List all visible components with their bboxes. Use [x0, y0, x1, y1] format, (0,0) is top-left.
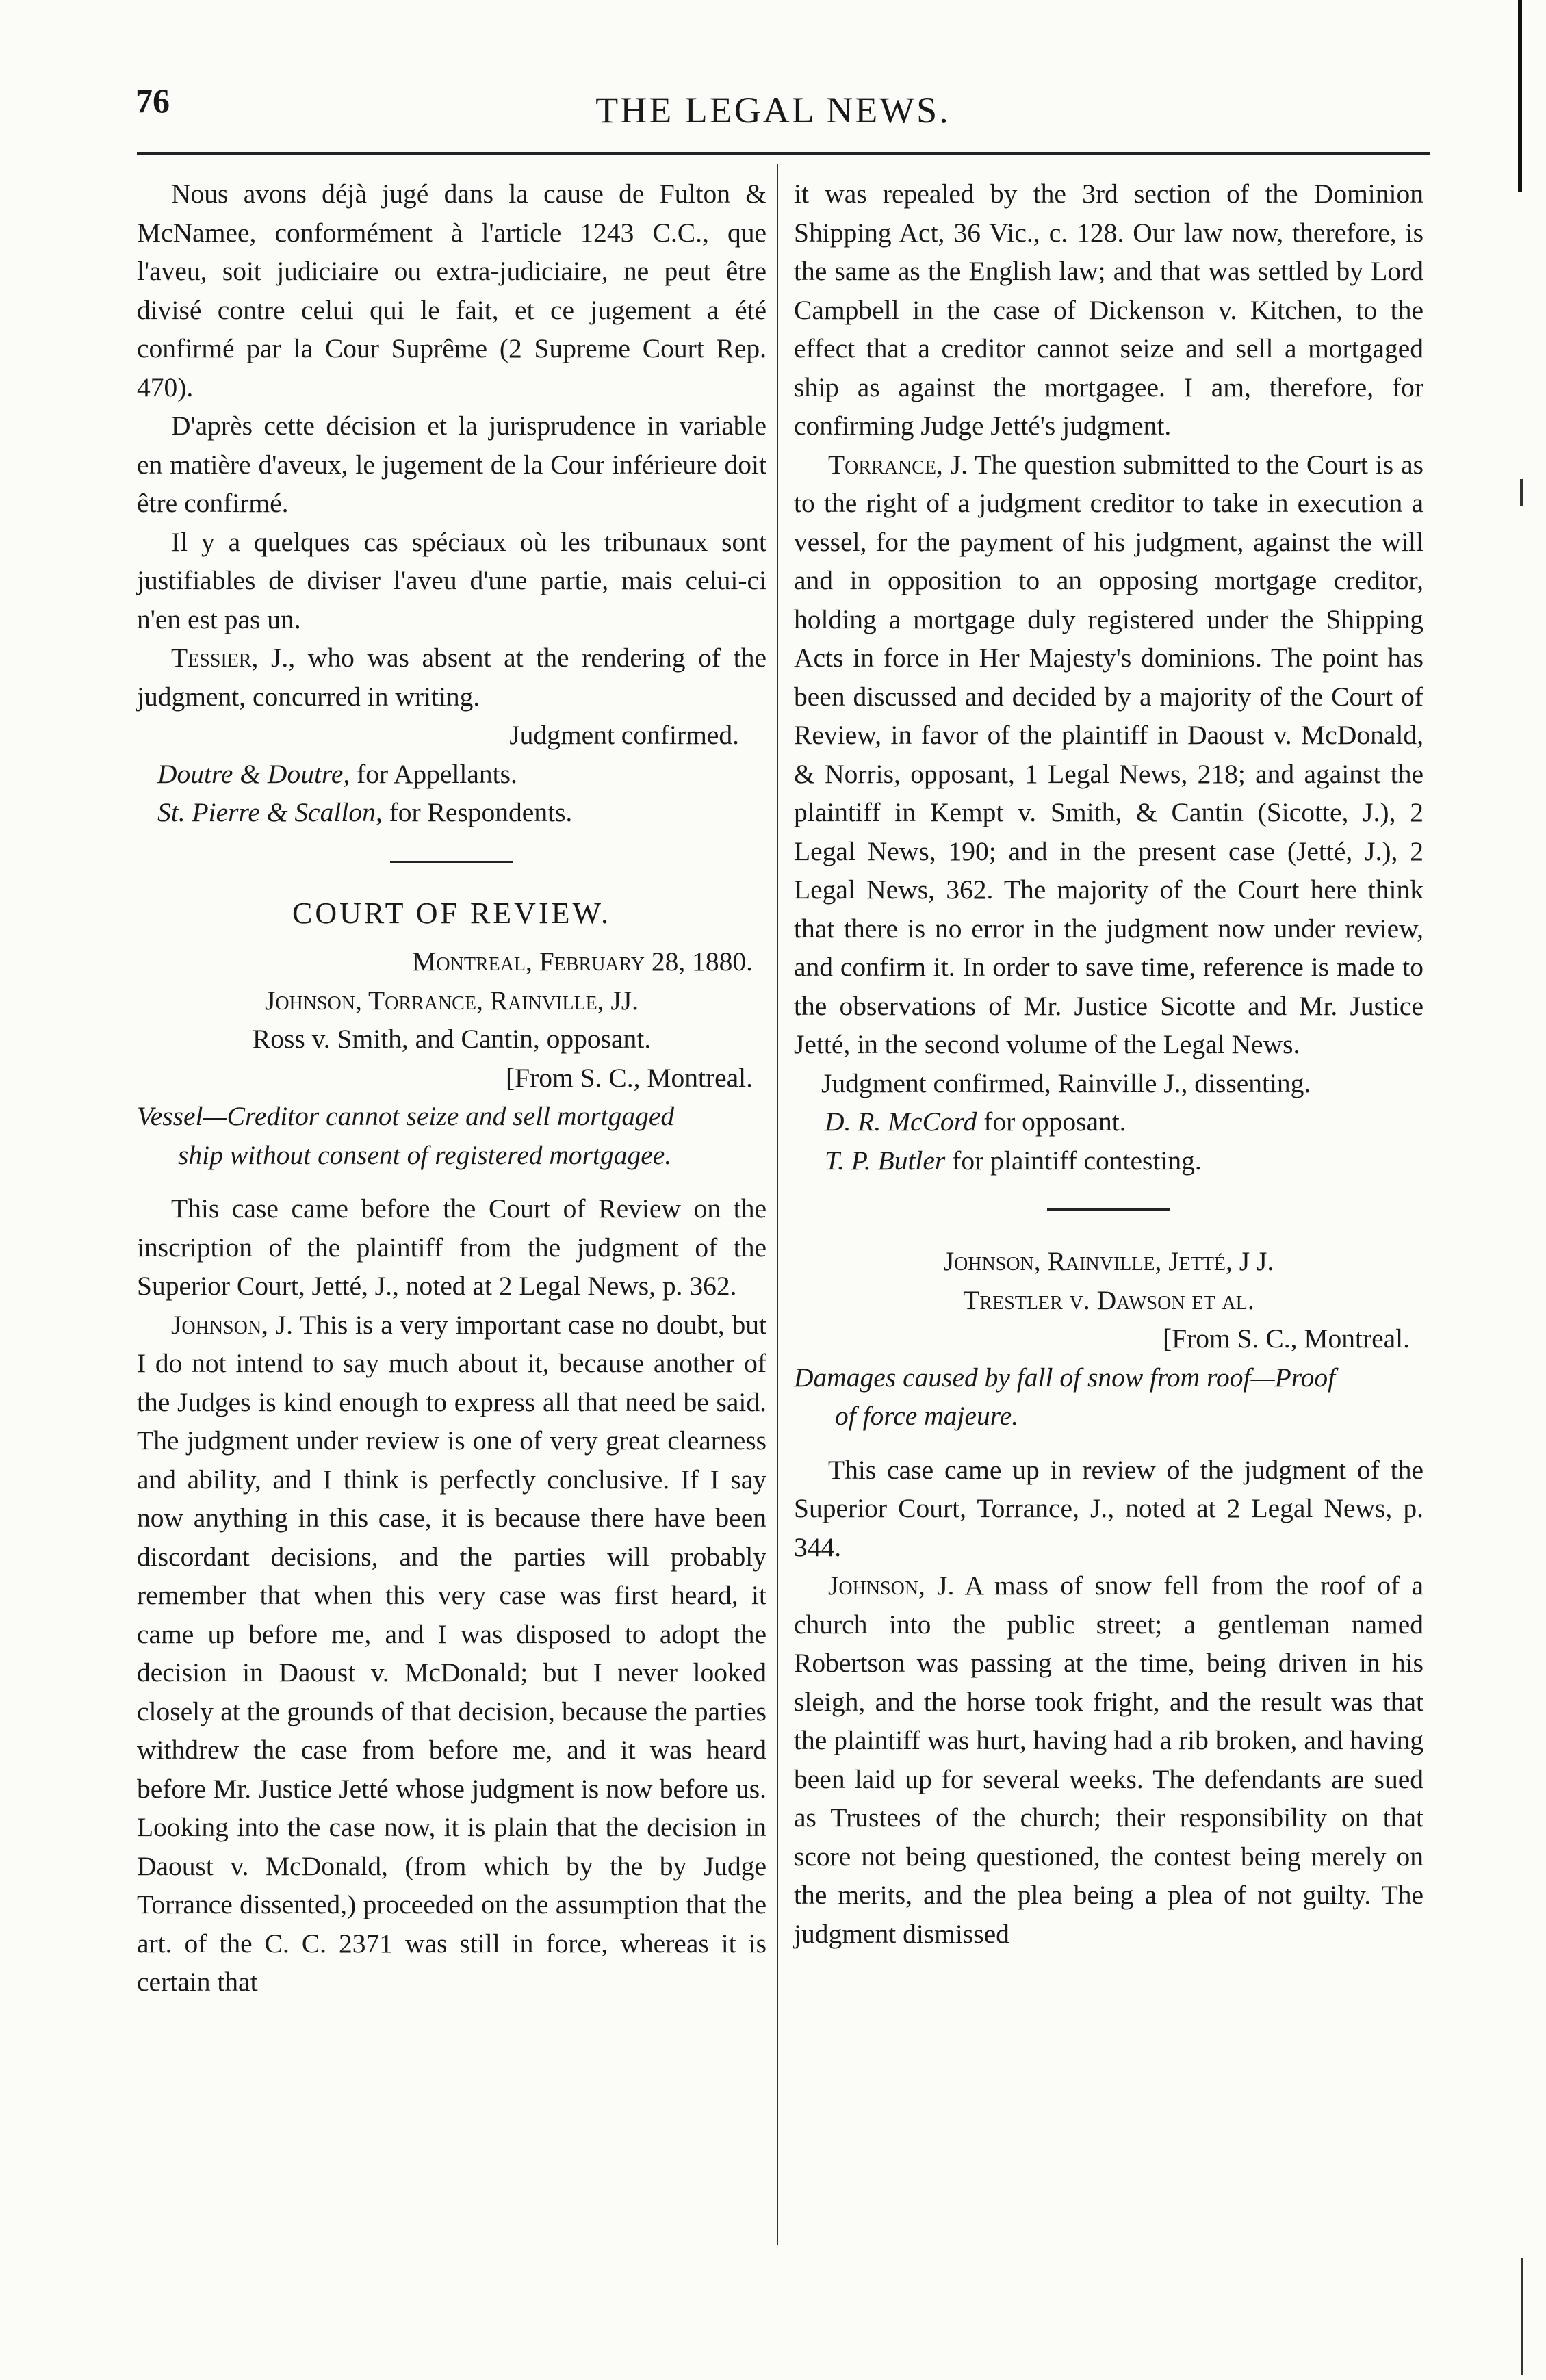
paragraph: Nous avons déjà jugé dans la cause de Fulton & McNamee, conformément à l'article 1243 C.C., que l'aveu, soit judiciaire ou extra-judiciaire, ne peut être divisé contre celui qui le fait, et ce jugement a été confirmé par la Cour Suprême (2 Supreme Court Rep. 470). [137, 179, 766, 402]
paragraph [137, 1306, 766, 2002]
headnote-line: of force majeure. [835, 1401, 1019, 1431]
counsel-firm: Doutre & Doutre, [157, 758, 350, 789]
case-parties: Ross v. Smith, and Cantin, opposant. [252, 1024, 652, 1054]
counsel-name: D. R. McCord [825, 1107, 977, 1137]
judge-name: Tessier, J., [171, 643, 296, 673]
headnote [794, 1358, 1423, 1436]
judge-name: Johnson, J. [171, 1309, 293, 1340]
paragraph-text: who was absent at the rendering of the judgment, concurred in writing. [137, 643, 766, 712]
case-judges: Johnson, Rainville, Jetté, J J. [943, 1246, 1274, 1276]
running-head: THE LEGAL NEWS. [595, 90, 951, 131]
paragraph: This case came before the Court of Review on the inscription of the plaintiff from the judgment of the Superior Court, Jetté, J., noted at 2 Legal News, p. 362. [137, 1193, 766, 1301]
counsel-role: for opposant. [977, 1107, 1126, 1137]
case-judges: Johnson, Torrance, Rainville, JJ. [264, 985, 639, 1016]
headnote [137, 1097, 766, 1174]
paragraph: it was repealed by the 3rd section of the Dominion Shipping Act, 36 Vic., c. 128. Our law now, therefore, is the same as the English law; and that was settled by Lord Campbell in the case of Dickenson v. Kitchen, to the effect that a creditor cannot seize and sell a mortgaged ship as against the mortgagee. I am, therefore, for confirming Judge Jetté's judgment. [794, 179, 1423, 441]
counsel-role: for Respondents. [382, 797, 573, 827]
headnote-line: ship without consent of registered mortgagee. [178, 1139, 672, 1170]
page-number: 76 [136, 81, 170, 120]
counsel-firm: St. Pierre & Scallon, [157, 797, 383, 827]
counsel-role: for plaintiff contesting. [945, 1145, 1202, 1176]
section-separator [1047, 1208, 1170, 1211]
edge-mark [1520, 479, 1523, 506]
edge-mark [1521, 2258, 1523, 2375]
case-origin: [From S. C., Montreal. [1163, 1323, 1410, 1354]
counsel-name: T. P. Butler [825, 1145, 946, 1176]
case-date: Montreal, February 28, 1880. [412, 946, 753, 976]
right-column [794, 174, 1423, 1953]
counsel-line [794, 1102, 1423, 1141]
paragraph: This case came up in review of the judgment of the Superior Court, Torrance, J., noted at 2 Legal News, p. 344. [794, 1454, 1423, 1562]
court-heading: COURT OF REVIEW. [292, 896, 611, 930]
paragraph: Il y a quelques cas spéciaux où les tribunaux sont justifiables de diviser l'aveu d'une partie, mais celui-ci n'en est pas un. [137, 526, 766, 634]
headnote-line: Damages caused by fall of snow from roof—Proof [794, 1362, 1336, 1393]
case-parties: Trestler v. Dawson et al. [963, 1284, 1254, 1315]
judgment-result: Judgment confirmed. [509, 720, 739, 750]
left-column [137, 174, 766, 2002]
paragraph: D'après cette décision et la jurisprudence in variable en matière d'aveux, le jugement de la Cour inférieure doit être confirmé. [137, 411, 766, 518]
section-separator [390, 861, 513, 863]
paragraph-text: This is a very important case no doubt, but I do not intend to say much about it, because another of the Judges is kind enough to express all that need be said. The judgment under review is one of very great clearness and ability, and I think is perfectly conclusive. If I say now anything in this case, it is because there have been discordant decisions, and the parties will probably remember that when this very case was first heard, it came up before me, and I was disposed to adopt the decision in Daoust v. McDonald; but I never looked closely at the grounds of that decision, because the parties withdrew the case from before me, and it was heard before Mr. Justice Jetté whose judgment is now before us. Looking into the case now, it is plain that the decision in Daoust v. McDonald, (from which by the by Judge Torrance dissented,) proceeded on the assumption that the art. of the C. C. 2371 was still in force, whereas it is certain that [137, 1309, 767, 1997]
counsel-line [137, 793, 766, 832]
judgment-result: Judgment confirmed, Rainville J., dissenting. [821, 1068, 1311, 1098]
judge-name: Torrance, J. [828, 449, 968, 480]
counsel-role: for Appellants. [350, 758, 517, 789]
paragraph-text: A mass of snow fell from the roof of a church into the public street; a gentleman named Robertson was passing at the time, being driven in his sleigh, and the horse took fright, and the result was that the plaintiff was hurt, having had a rib broken, and having been laid up for several weeks. The defendants are sued as Trustees of the church; their responsibility on that score not being questioned, the contest being merely on the merits, and the plea being a plea of not guilty. The judgment dismissed [794, 1570, 1424, 1949]
edge-mark [1518, 0, 1522, 192]
case-origin: [From S. C., Montreal. [506, 1062, 753, 1093]
paragraph-text: The question submitted to the Court is as to the right of a judgment creditor to take in execution a vessel, for the payment of his judgment, against the will and in opposition to an opposing mortgage creditor, holding a mortgage duly registered under the Shipping Acts in force in Her Majesty's dominions. The point has been discussed and decided by a majority of the Court of Review, in favor of the plaintiff in Daoust v. McDonald, & Norris, opposant, 1 Legal News, 218; and against the plaintiff in Kempt v. Smith, & Cantin (Sicotte, J.), 2 Legal News, 190; and in the present case (Jetté, J.), 2 Legal News, 362. The majority of the Court here think that there is no error in the judgment now under review, and confirm it. In order to save time, reference is made to the observations of Mr. Justice Sicotte and Mr. Justice Jetté, in the second volume of the Legal News. [794, 449, 1423, 1059]
paragraph [137, 638, 766, 716]
counsel-line [137, 755, 766, 794]
column-divider [777, 164, 778, 2245]
counsel-line [794, 1141, 1423, 1180]
judge-name: Johnson, J. [828, 1570, 955, 1601]
header-rule [137, 152, 1430, 155]
headnote-line: Vessel—Creditor cannot seize and sell mortgaged [137, 1101, 675, 1131]
paragraph [794, 1566, 1423, 1953]
paragraph [794, 445, 1423, 1064]
